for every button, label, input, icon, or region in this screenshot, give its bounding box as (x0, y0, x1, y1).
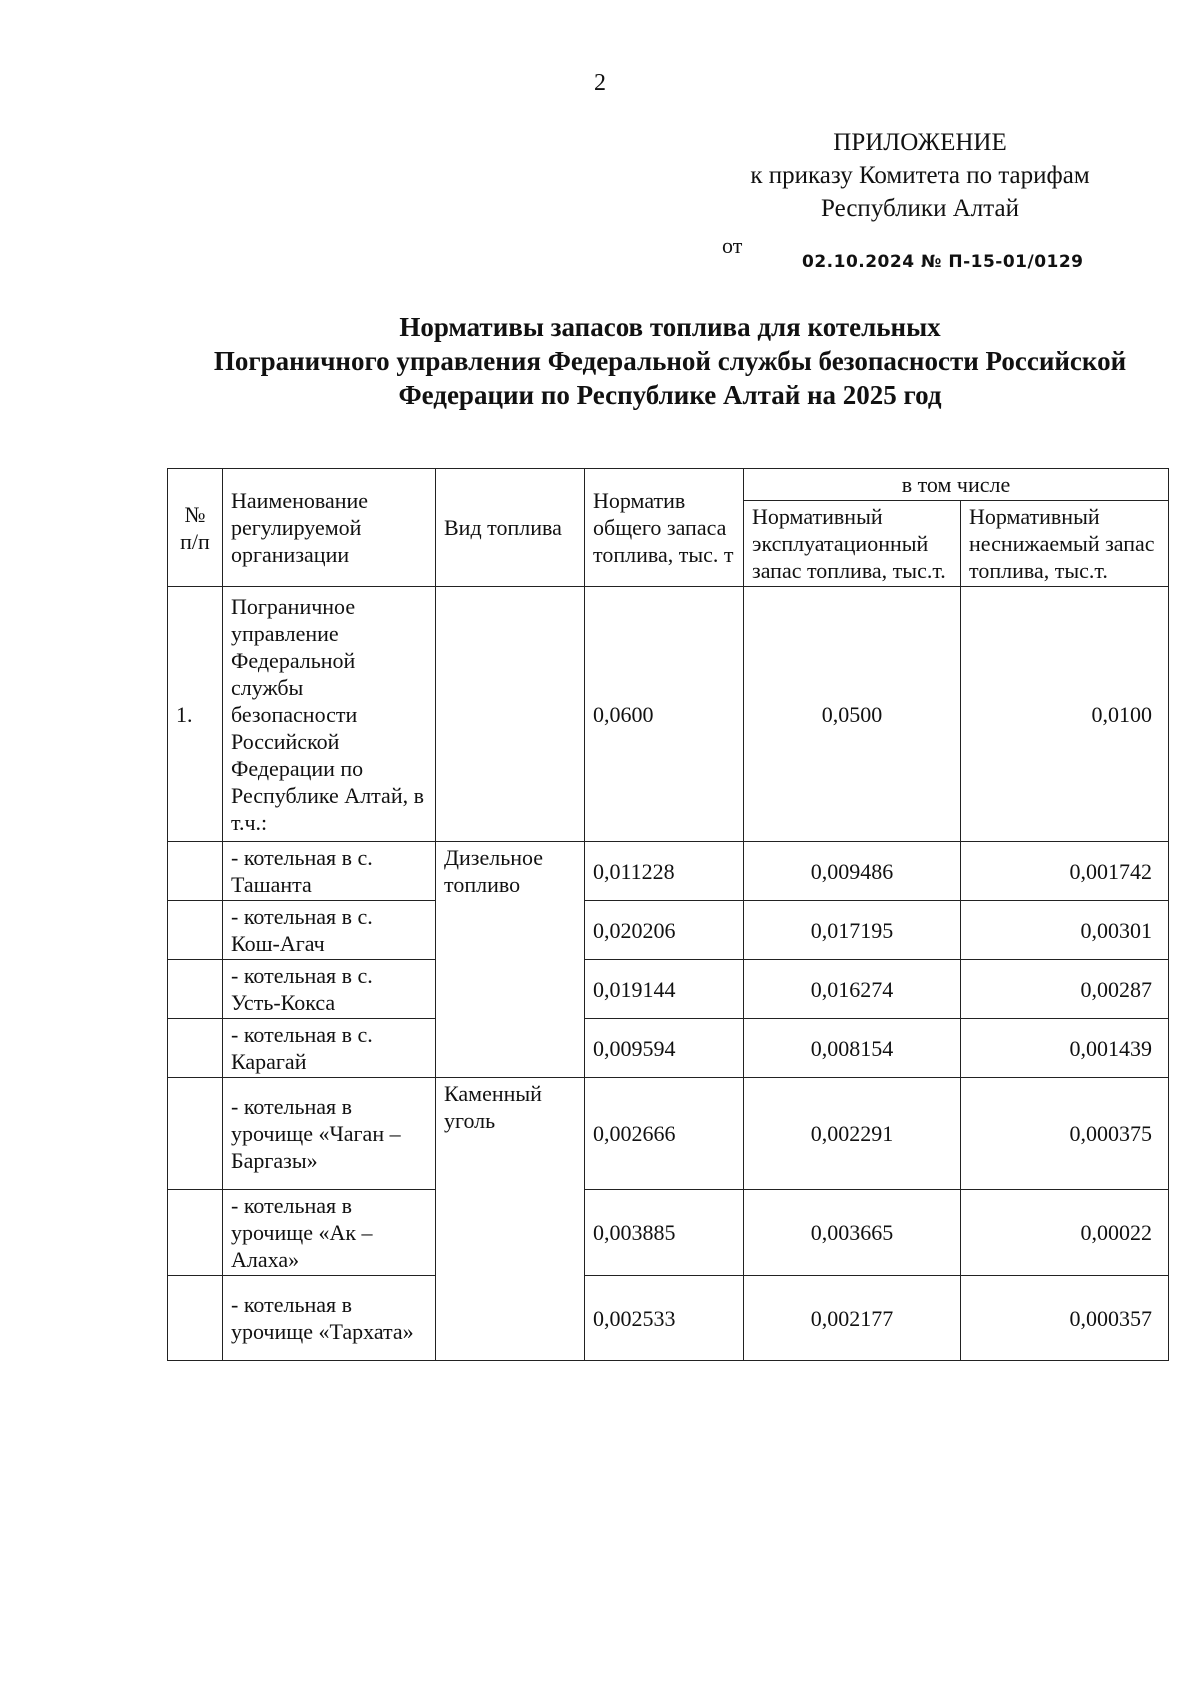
cell-exploit: 0,002291 (744, 1078, 961, 1190)
cell-exploit: 0,016274 (744, 960, 961, 1019)
cell-total: 0,020206 (585, 901, 744, 960)
page-number: 2 (594, 70, 606, 96)
cell-irreducible: 0,00301 (961, 901, 1169, 960)
document-reference: 02.10.2024 № П-15-01/0129 (802, 252, 1084, 272)
cell-exploit: 0,017195 (744, 901, 961, 960)
table-row-main (168, 587, 1169, 842)
cell-irreducible: 0,000357 (961, 1276, 1169, 1361)
table-row (168, 842, 1169, 901)
table-header-row (168, 469, 1169, 501)
cell-irreducible: 0,0100 (961, 587, 1169, 842)
fuel-norms-table (167, 468, 1169, 1361)
cell-org: - котельная в урочище «Тархата» (223, 1276, 436, 1361)
header-org: Наименование регулируемой организации (223, 469, 436, 587)
cell-exploit: 0,002177 (744, 1276, 961, 1361)
cell-total: 0,009594 (585, 1019, 744, 1078)
appendix-line-1: к приказу Комитета по тарифам (750, 162, 1090, 189)
header-exploit: Нормативный эксплуатационный запас топлива, тыс.т. (744, 501, 961, 587)
header-total: Норматив общего запаса топлива, тыс. т (585, 469, 744, 587)
cell-irreducible: 0,00022 (961, 1190, 1169, 1276)
cell-exploit: 0,009486 (744, 842, 961, 901)
cell-fuel-empty (436, 587, 585, 842)
header-num: № п/п (168, 469, 223, 587)
cell-total: 0,0600 (585, 587, 744, 842)
cell-org: - котельная в урочище «Чаган – Баргазы» (223, 1078, 436, 1190)
document-title (0, 310, 1200, 412)
cell-org: - котельная в с. Ташанта (223, 842, 436, 901)
cell-org: - котельная в урочище «Ак – Алаха» (223, 1190, 436, 1276)
cell-org: Пограничное управление Федеральной службы безопасности Российской Федерации по Республике Алтай, в т.ч.: (223, 587, 436, 842)
header-fuel: Вид топлива (436, 469, 585, 587)
cell-total: 0,019144 (585, 960, 744, 1019)
cell-irreducible: 0,000375 (961, 1078, 1169, 1190)
appendix-header (690, 126, 1150, 225)
header-including: в том числе (744, 469, 1169, 501)
header-irreducible: Нормативный неснижаемый запас топлива, тыс.т. (961, 501, 1169, 587)
cell-total: 0,011228 (585, 842, 744, 901)
table-row (168, 901, 1169, 960)
table-row (168, 1276, 1169, 1361)
cell-org: - котельная в с. Кош-Агач (223, 901, 436, 960)
appendix-title: ПРИЛОЖЕНИЕ (833, 129, 1007, 156)
table-row (168, 960, 1169, 1019)
cell-num: 1. (168, 587, 223, 842)
appendix-line-2: Республики Алтай (821, 195, 1019, 222)
cell-irreducible: 0,001742 (961, 842, 1169, 901)
table-row (168, 1019, 1169, 1078)
title-line-1: Нормативы запасов топлива для котельных (399, 312, 941, 342)
cell-org: - котельная в с. Карагай (223, 1019, 436, 1078)
cell-org: - котельная в с. Усть-Кокса (223, 960, 436, 1019)
from-label: от (722, 233, 743, 258)
cell-irreducible: 0,001439 (961, 1019, 1169, 1078)
cell-fuel-diesel: Дизельное топливо (436, 842, 585, 1078)
cell-exploit: 0,0500 (744, 587, 961, 842)
cell-total: 0,002533 (585, 1276, 744, 1361)
cell-total: 0,002666 (585, 1078, 744, 1190)
cell-total: 0,003885 (585, 1190, 744, 1276)
title-line-2: Пограничного управления Федеральной службы безопасности Российской (213, 346, 1127, 376)
title-line-3: Федерации по Республике Алтай на 2025 год (398, 380, 942, 410)
table-row (168, 1078, 1169, 1190)
cell-exploit: 0,008154 (744, 1019, 961, 1078)
cell-fuel-coal: Каменный уголь (436, 1078, 585, 1361)
cell-irreducible: 0,00287 (961, 960, 1169, 1019)
table-row (168, 1190, 1169, 1276)
cell-exploit: 0,003665 (744, 1190, 961, 1276)
